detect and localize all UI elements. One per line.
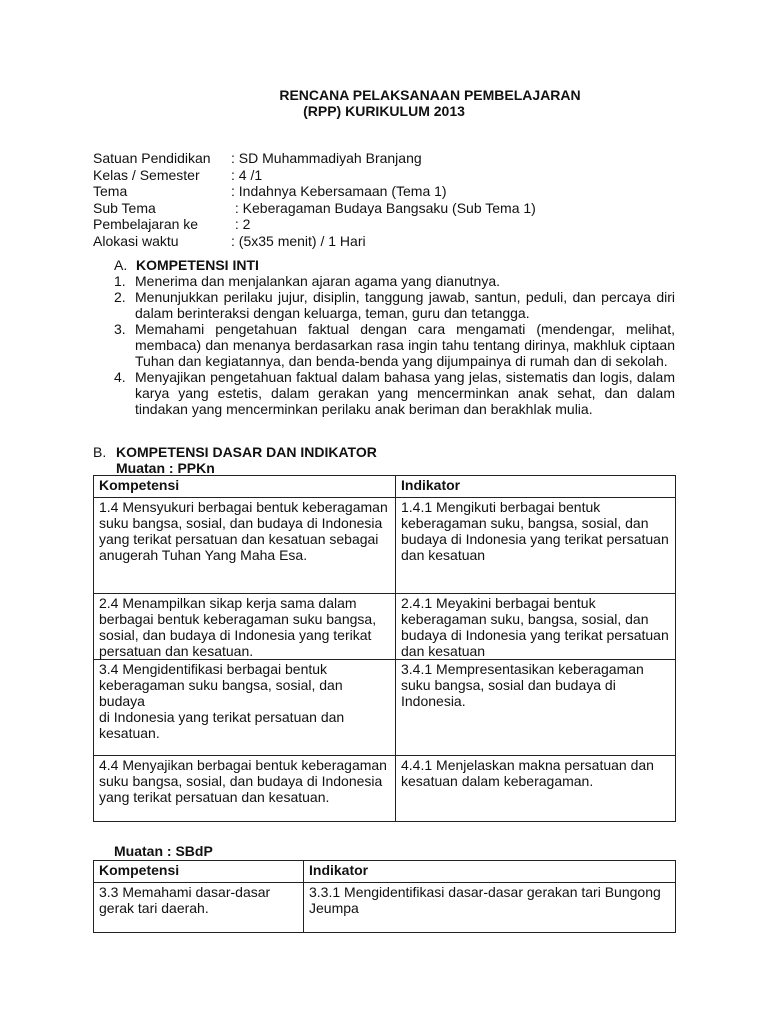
list-number: 3.: [114, 321, 126, 337]
identity-row: [93, 216, 536, 233]
column-header-indikator: Indikator: [304, 861, 676, 883]
kompetensi-cell: 2.4 Menampilkan sikap kerja sama dalam berbagai bentuk keberagaman suku bangsa, sosial, dan budaya di Indonesia yang terikat persatuan dan kesatuan.: [94, 594, 396, 660]
list-text: Menunjukkan perilaku jujur, disiplin, tanggung jawab, santun, peduli, dan percaya diri dalam berinteraksi dengan keluarga, teman, guru dan tetangga.: [135, 289, 675, 321]
table-row: [94, 883, 676, 933]
indikator-cell: 3.4.1 Mempresentasikan keberagaman suku bangsa, sosial dan budaya di Indonesia.: [396, 660, 676, 756]
list-number: 1.: [114, 273, 126, 289]
muatan-sbdp-label: Muatan : SBdP: [114, 843, 213, 859]
list-item: [114, 289, 675, 321]
table-header-row: [94, 476, 676, 498]
table-row: [94, 660, 676, 756]
section-b-heading: KOMPETENSI DASAR DAN INDIKATOR: [116, 444, 377, 460]
muatan-ppkn-label: Muatan : PPKn: [116, 460, 215, 476]
identity-label: Satuan Pendidikan: [93, 150, 211, 166]
identity-value: : (5x35 menit) / 1 Hari: [231, 232, 366, 249]
table-row: [94, 594, 676, 660]
identity-value: : SD Muhammadiyah Branjang: [231, 150, 422, 166]
identity-row: [93, 183, 536, 200]
list-number: 4.: [114, 369, 126, 385]
list-text: Menerima dan menjalankan ajaran agama yang dianutnya.: [135, 273, 501, 289]
identity-row: [93, 200, 536, 217]
identity-label: Tema: [93, 183, 128, 199]
identity-value: : Keberagaman Budaya Bangsaku (Sub Tema 1): [231, 199, 536, 216]
list-item: [114, 321, 675, 369]
kompetensi-cell: 1.4 Mensyukuri berbagai bentuk keberagaman suku bangsa, sosial, dan budaya di Indonesia yang terikat persatuan dan kesatuan sebagai anugerah Tuhan Yang Maha Esa.: [94, 498, 396, 594]
document-subtitle: (RPP) KURIKULUM 2013: [303, 103, 465, 119]
kompetensi-cell: 4.4 Menyajikan berbagai bentuk keberagaman suku bangsa, sosial, dan budaya di Indonesia yang terikat persatuan dan kesatuan.: [94, 756, 396, 822]
identity-label: Kelas / Semester: [93, 166, 200, 183]
sbdp-table: [93, 860, 676, 933]
section-a-heading: KOMPETENSI INTI: [136, 257, 259, 273]
indikator-cell: 3.3.1 Mengidentifikasi dasar-dasar gerakan tari Bungong Jeumpa: [304, 883, 676, 933]
column-header-indikator: Indikator: [396, 476, 676, 498]
list-item: [114, 369, 675, 417]
table-row: [94, 498, 676, 594]
identity-block: [93, 150, 536, 249]
kompetensi-inti-list: [114, 273, 675, 417]
ppkn-table: [93, 475, 676, 822]
identity-row: [93, 233, 536, 250]
indikator-cell: 1.4.1 Mengikuti berbagai bentuk keberagaman suku, bangsa, sosial, dan budaya di Indonesia yang terikat persatuan dan kesatuan: [396, 498, 676, 594]
table-header-row: [94, 861, 676, 883]
list-number: 2.: [114, 289, 126, 305]
identity-value: : Indahnya Kebersamaan (Tema 1): [231, 183, 447, 199]
identity-value: : 4 /1: [231, 166, 263, 183]
section-a-letter: A.: [114, 257, 128, 273]
list-text: Memahami pengetahuan faktual dengan cara mengamati (mendengar, melihat, membaca) dan menanya berdasarkan rasa ingin tahu tentang dirinya, makhluk ciptaan Tuhan dan kegiatannya, dan benda-benda yang dijumpainya di rumah dan di sekolah.: [135, 321, 675, 369]
identity-value: : 2: [231, 216, 251, 232]
table-row: [94, 756, 676, 822]
list-text: Menyajikan pengetahuan faktual dalam bahasa yang jelas, sistematis dan logis, dalam karya yang estetis, dalam gerakan yang mencerminkan anak sehat, dan dalam tindakan yang mencerminkan perilaku anak beriman dan berakhlak mulia.: [135, 369, 675, 417]
list-item: [114, 273, 675, 289]
column-header-kompetensi: Kompetensi: [94, 476, 396, 498]
section-b-letter: B.: [93, 444, 107, 460]
kompetensi-cell: 3.3 Memahami dasar-dasar gerak tari daerah.: [94, 883, 304, 933]
document-title: RENCANA PELAKSANAAN PEMBELAJARAN: [279, 87, 581, 103]
identity-label: Pembelajaran ke: [93, 216, 199, 232]
identity-row: [93, 167, 536, 184]
indikator-cell: 2.4.1 Meyakini berbagai bentuk keberagaman suku, bangsa, sosial, dan budaya di Indonesia yang terikat persatuan dan kesatuan: [396, 594, 676, 660]
indikator-cell: 4.4.1 Menjelaskan makna persatuan dan kesatuan dalam keberagaman.: [396, 756, 676, 822]
identity-row: [93, 150, 536, 167]
kompetensi-cell: 3.4 Mengidentifikasi berbagai bentuk keberagaman suku bangsa, sosial, dan budaya di Indonesia yang terikat persatuan dan kesatuan.: [94, 660, 396, 756]
identity-label: Sub Tema: [93, 199, 156, 216]
column-header-kompetensi: Kompetensi: [94, 861, 304, 883]
identity-label: Alokasi waktu: [93, 232, 179, 249]
